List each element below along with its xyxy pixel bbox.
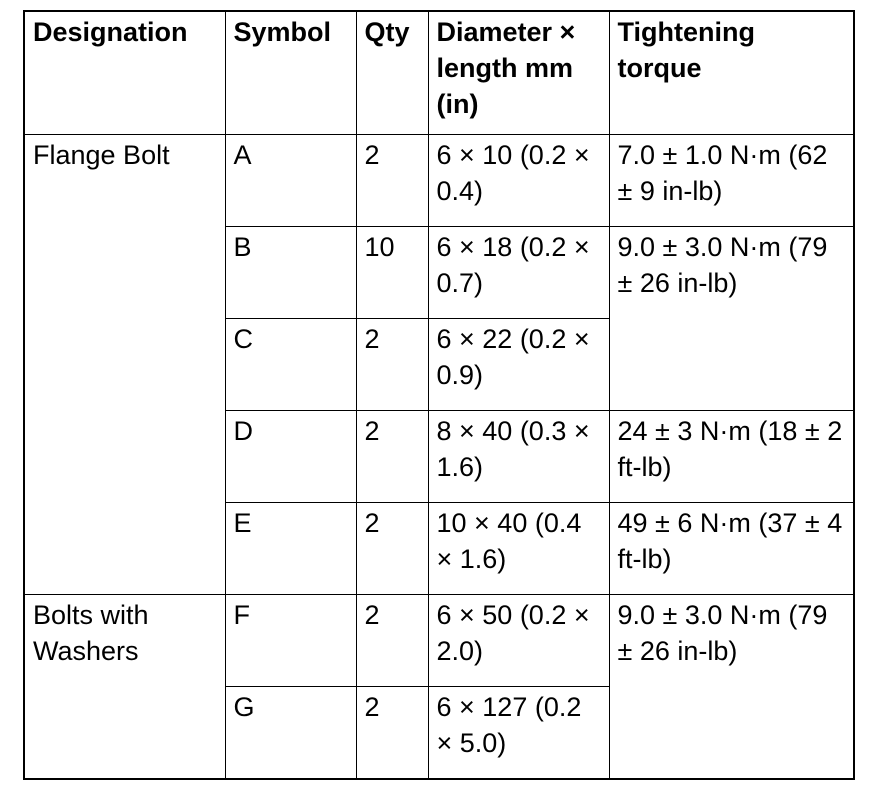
qty-cell: 2 [356, 503, 428, 595]
qty-cell: 2 [356, 687, 428, 780]
table-row [24, 135, 854, 227]
torque-cell: 9.0 ± 3.0 N·m (79 ± 26 in-lb) [609, 227, 854, 411]
qty-cell: 2 [356, 595, 428, 687]
symbol-cell: C [225, 319, 356, 411]
header-tightening-torque: Tightening torque [609, 11, 854, 135]
torque-table-container [23, 10, 855, 780]
bolt-torque-table [23, 10, 855, 780]
header-designation: Designation [24, 11, 225, 135]
torque-cell: 9.0 ± 3.0 N·m (79 ± 26 in-lb) [609, 595, 854, 780]
dimension-cell: 6 × 127 (0.2 × 5.0) [428, 687, 609, 780]
torque-cell: 49 ± 6 N·m (37 ± 4 ft-lb) [609, 503, 854, 595]
symbol-cell: D [225, 411, 356, 503]
designation-cell: Bolts with Washers [24, 595, 225, 780]
qty-cell: 2 [356, 319, 428, 411]
designation-cell: Flange Bolt [24, 135, 225, 595]
dimension-cell: 6 × 50 (0.2 × 2.0) [428, 595, 609, 687]
dimension-cell: 8 × 40 (0.3 × 1.6) [428, 411, 609, 503]
qty-cell: 10 [356, 227, 428, 319]
header-symbol: Symbol [225, 11, 356, 135]
symbol-cell: A [225, 135, 356, 227]
dimension-cell: 6 × 10 (0.2 × 0.4) [428, 135, 609, 227]
symbol-cell: F [225, 595, 356, 687]
dimension-cell: 6 × 18 (0.2 × 0.7) [428, 227, 609, 319]
header-diameter-length: Diameter × length mm (in) [428, 11, 609, 135]
dimension-cell: 6 × 22 (0.2 × 0.9) [428, 319, 609, 411]
dimension-cell: 10 × 40 (0.4 × 1.6) [428, 503, 609, 595]
torque-cell: 24 ± 3 N·m (18 ± 2 ft-lb) [609, 411, 854, 503]
header-qty: Qty [356, 11, 428, 135]
symbol-cell: B [225, 227, 356, 319]
qty-cell: 2 [356, 135, 428, 227]
qty-cell: 2 [356, 411, 428, 503]
table-row [24, 595, 854, 687]
header-row [24, 11, 854, 135]
symbol-cell: G [225, 687, 356, 780]
torque-cell: 7.0 ± 1.0 N·m (62 ± 9 in-lb) [609, 135, 854, 227]
symbol-cell: E [225, 503, 356, 595]
